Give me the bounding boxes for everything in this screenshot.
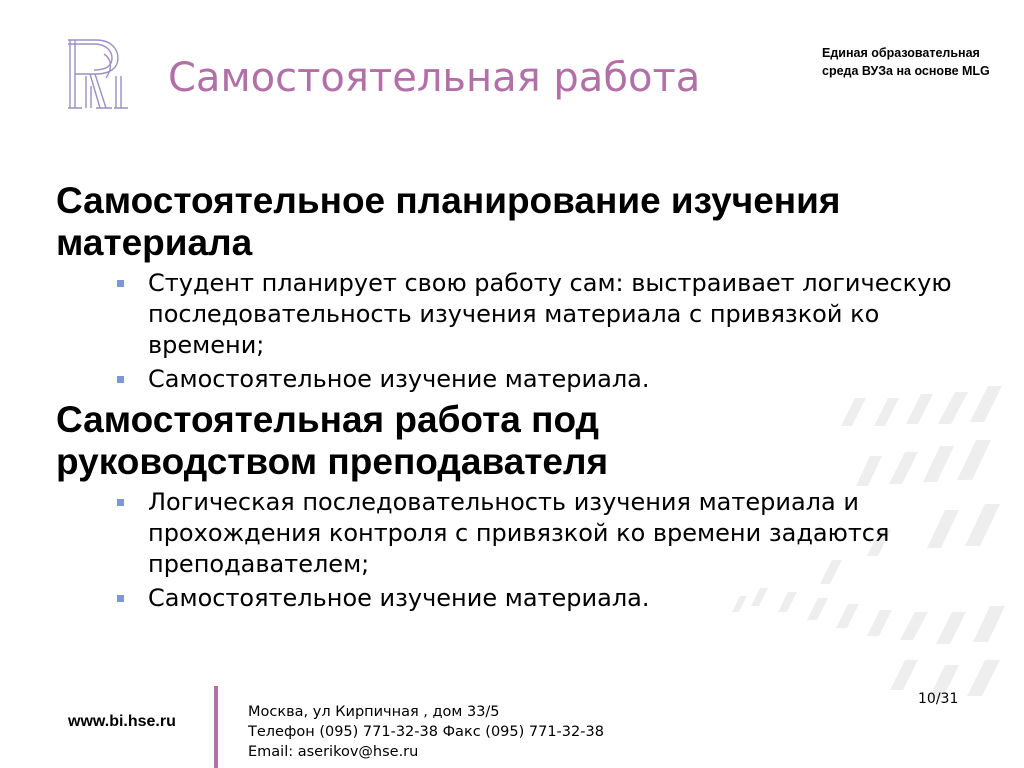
footer-contacts <box>248 702 604 762</box>
section-heading-planning: Самостоятельное планирование изучения материала <box>56 180 841 263</box>
hse-logo-icon <box>66 36 132 112</box>
list-item-text: Самостоятельное изучение материала. <box>148 584 650 612</box>
header-tagline <box>822 44 1018 80</box>
list-item <box>148 583 986 614</box>
list-item <box>148 487 986 580</box>
footer-email[interactable]: Email: aserikov@hse.ru <box>248 744 419 760</box>
tagline-line-2: среда ВУЗа на основе MLG <box>822 64 990 78</box>
footer-address: Москва, ул Кирпичная , дом 33/5 <box>248 704 500 720</box>
slide-content <box>56 180 986 618</box>
tagline-line-1: Единая образовательная <box>822 46 980 60</box>
bullet-list-planning <box>56 268 986 395</box>
footer-website-link[interactable]: www.bi.hse.ru <box>68 713 176 730</box>
square-bullet-icon <box>117 280 124 287</box>
square-bullet-icon <box>117 595 124 602</box>
footer-phone-fax: Телефон (095) 771-32-38 Факс (095) 771-32-38 <box>248 724 604 740</box>
footer-divider <box>214 686 218 768</box>
slide-title: Самостоятельная работа <box>168 55 701 101</box>
square-bullet-icon <box>117 499 124 506</box>
section-heading-guided: Самостоятельная работа под руководством преподавателя <box>56 399 609 482</box>
list-item-text: Самостоятельное изучение материала. <box>148 365 650 393</box>
page-number: 10/31 <box>918 691 959 707</box>
bullet-list-guided <box>56 487 986 614</box>
square-bullet-icon <box>117 376 124 383</box>
list-item <box>148 268 986 361</box>
list-item-text: Логическая последовательность изучения материала и прохождения контроля с привязкой ко времени задаются преподавателем; <box>148 488 890 578</box>
list-item <box>148 364 986 395</box>
list-item-text: Студент планирует свою работу сам: выстраивает логическую последовательность изучения материала с привязкой ко времени; <box>148 269 952 359</box>
